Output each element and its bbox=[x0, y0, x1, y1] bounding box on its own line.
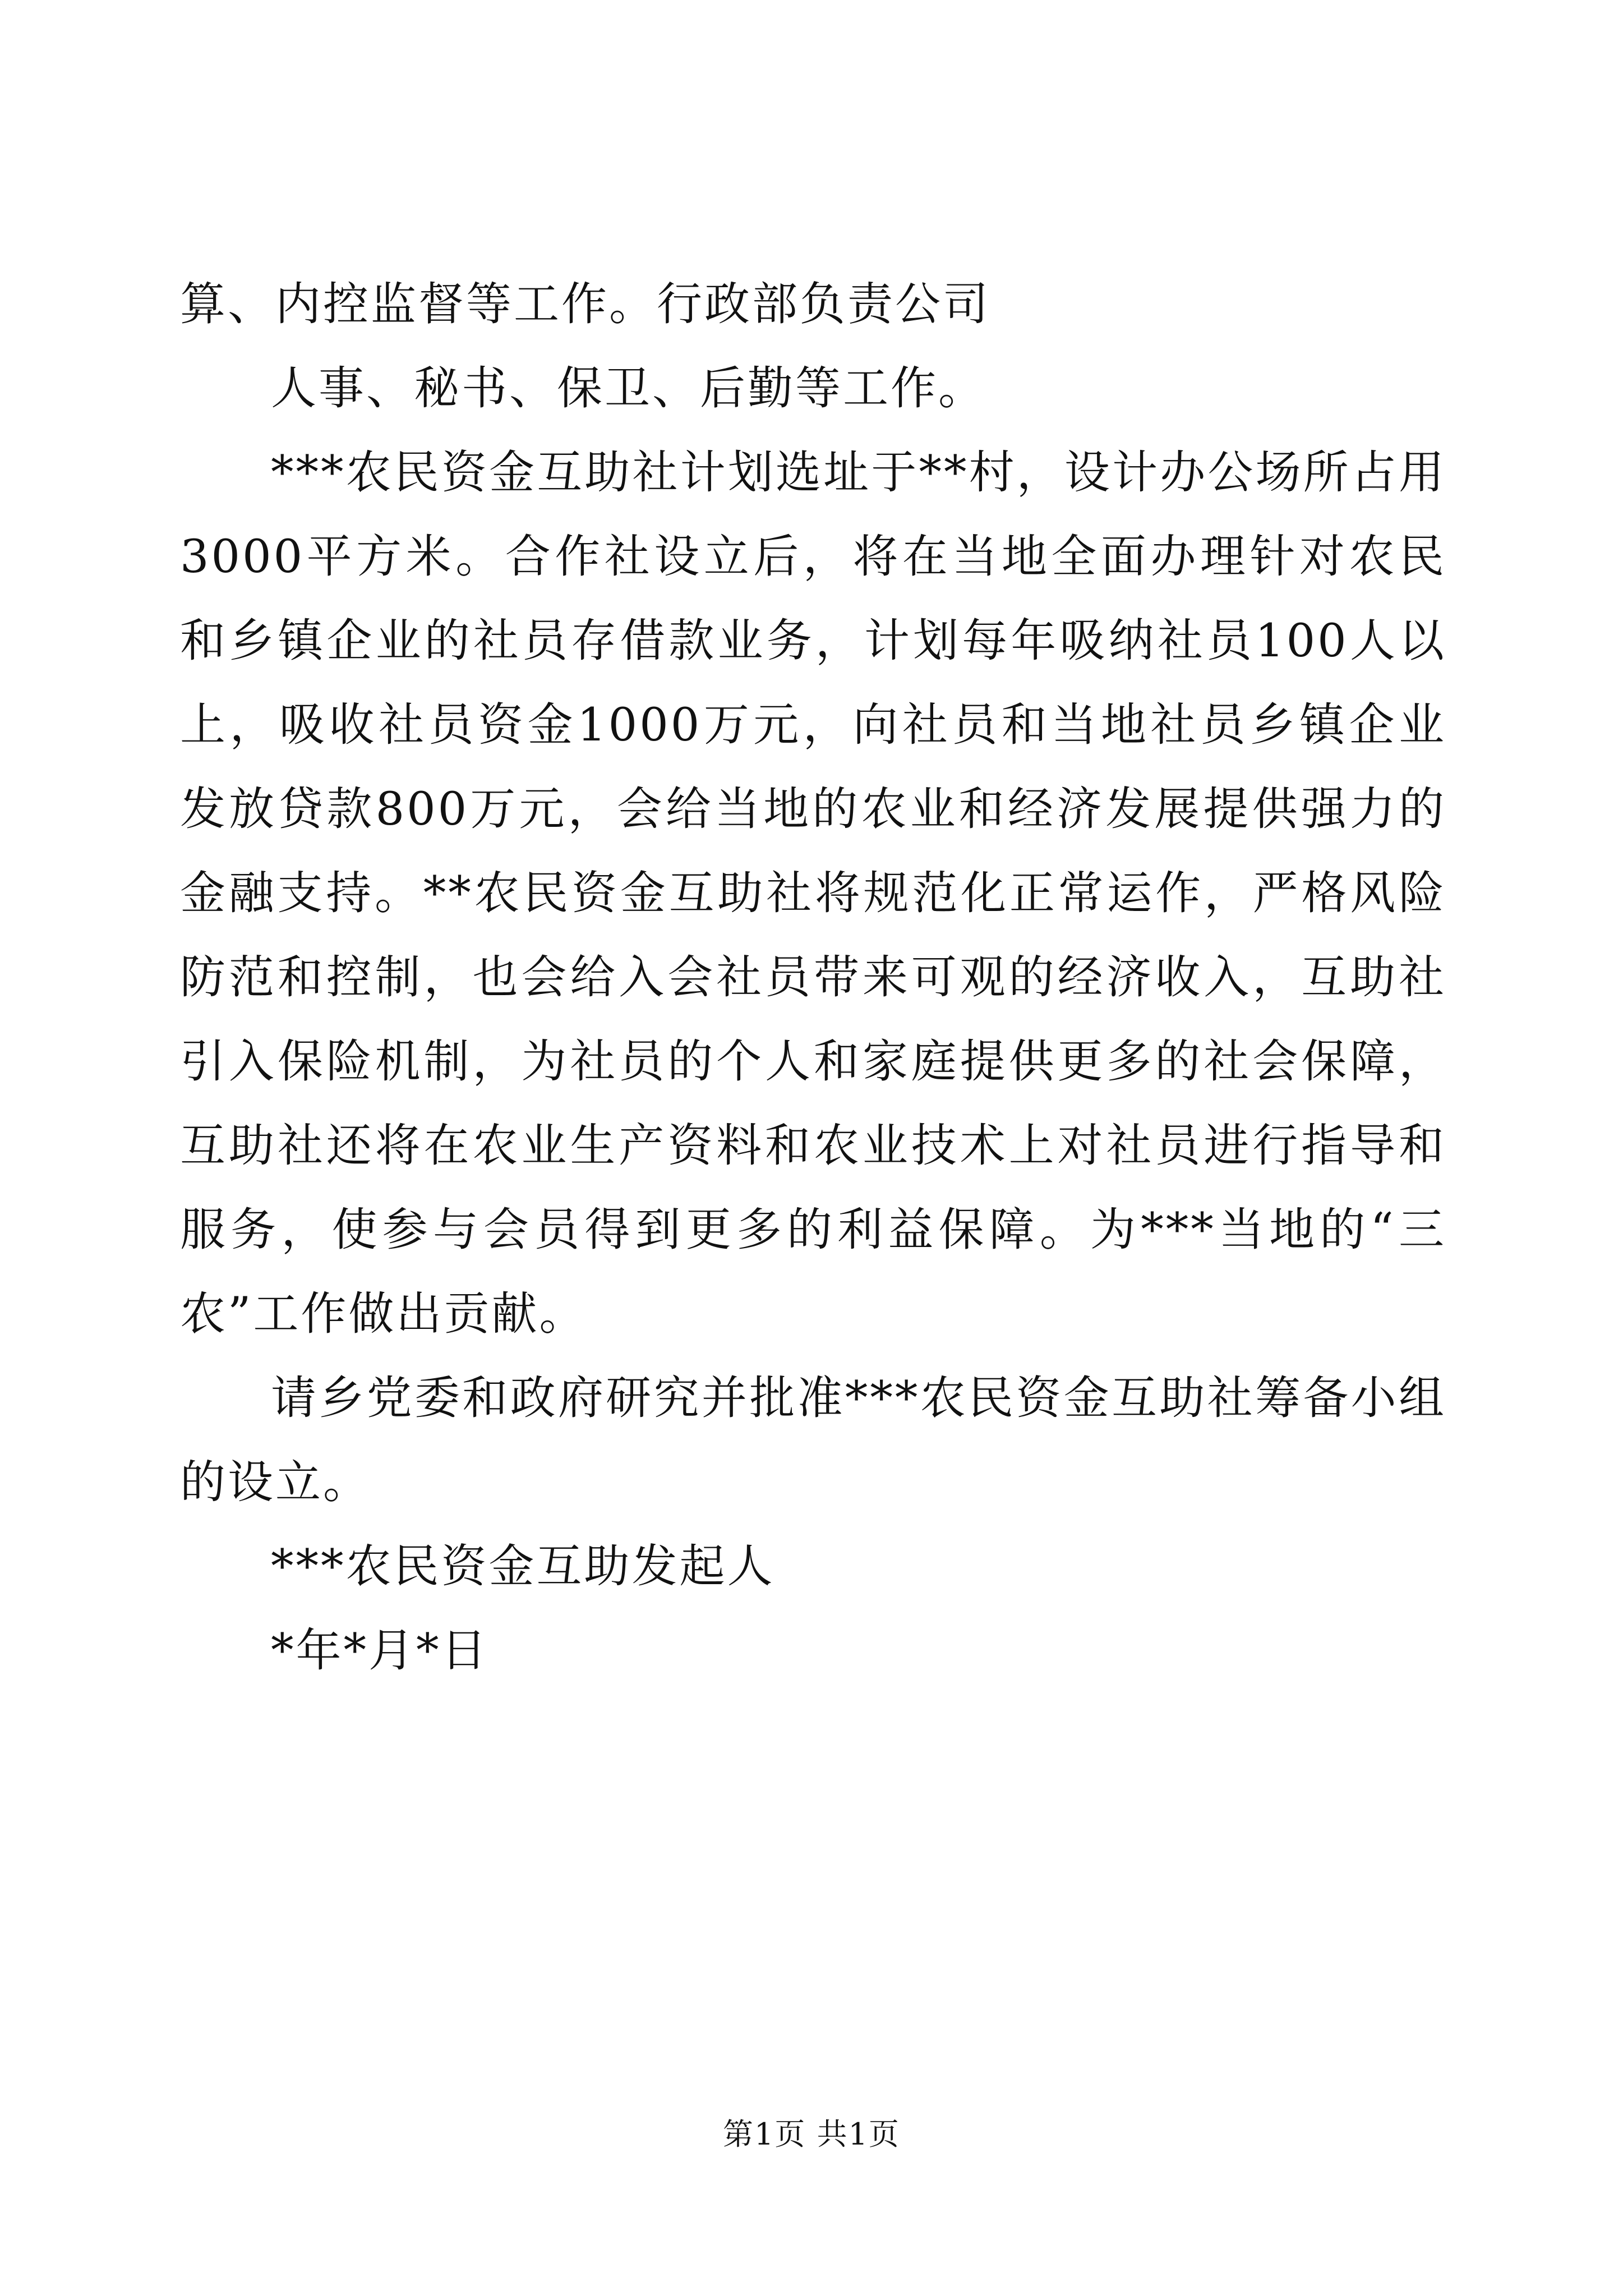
paragraph-continuation: 算、内控监督等工作。行政部负责公司 bbox=[180, 278, 991, 331]
page-footer bbox=[0, 2115, 1623, 2154]
paragraph-admin-duties: 人事、秘书、保卫、后勤等工作。 bbox=[271, 362, 986, 415]
signature-line: ***农民资金互助发起人 bbox=[271, 1540, 775, 1593]
paragraph-plan: ***农民资金互助社计划选址于**村，设计办公场所占用3000平方米。合作社设立后，将在当地全面办理针对农民和乡镇企业的社员存借款业务，计划每年吸纳社员100人以上，吸收社员资金1000万元，向社员和当地社员乡镇企业发放贷款800万元，会给当地的农业和经济发展提供强力的金融支持。**农民资金互助社将规范化正常运作，严格风险防范和控制，也会给入会社员带来可观的经济收入，互助社引入保险机制，为社员的个人和家庭提供更多的社会保障，互助社还将在农业生产资料和农业技术上对社员进行指导和服务，使参与会员得到更多的利益保障。为***当地的“三农”工作做出贡献。 bbox=[180, 447, 1446, 1341]
page-number: 第1页 共1页 bbox=[723, 2116, 900, 2152]
document-body bbox=[180, 263, 1446, 1693]
date-line: *年*月*日 bbox=[271, 1625, 489, 1677]
paragraph-request: 请乡党委和政府研究并批准***农民资金互助社筹备小组的设立。 bbox=[180, 1372, 1446, 1509]
